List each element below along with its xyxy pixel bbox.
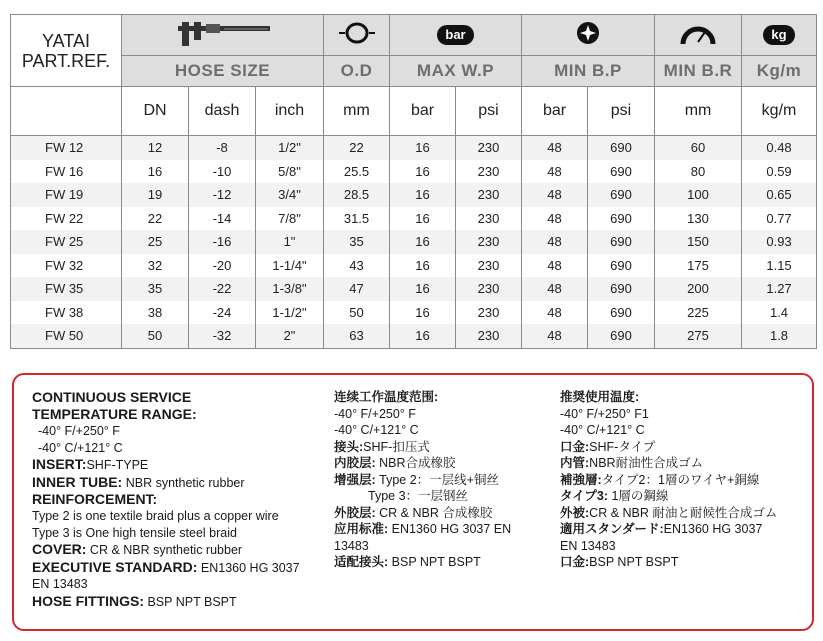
value-cell: 2" (256, 324, 324, 348)
en-temp-f: -40° F/+250° F (38, 424, 120, 438)
value-cell: -10 (189, 160, 256, 184)
hose-spec-table (10, 14, 817, 349)
zh-reinforcement: 增强层: Type 2：一层线+铜丝 (334, 472, 499, 487)
value-cell: 230 (456, 207, 522, 231)
table-row (11, 183, 817, 207)
table-row (11, 277, 817, 301)
value-cell: 48 (522, 301, 588, 325)
value-cell: 48 (522, 254, 588, 278)
value-cell: 3/4" (256, 183, 324, 207)
value-cell: 690 (588, 301, 655, 325)
value-cell: 0.77 (742, 207, 817, 231)
value-cell: 25 (122, 230, 189, 254)
value-cell: -16 (189, 230, 256, 254)
value-cell: -32 (189, 324, 256, 348)
part-ref-header (11, 15, 122, 87)
value-cell: 80 (655, 160, 742, 184)
hose-section-icon (337, 20, 377, 51)
ja-inner: 内管:NBR耐油性合成ゴム (560, 456, 704, 470)
value-cell: -14 (189, 207, 256, 231)
table-row (11, 160, 817, 184)
caliper-icon-cell (122, 15, 324, 56)
value-cell: 1/2" (256, 136, 324, 160)
unit-inch: inch (256, 87, 324, 136)
value-cell: 32 (122, 254, 189, 278)
value-cell: 16 (122, 160, 189, 184)
table-row (11, 207, 817, 231)
unit-dash: dash (189, 87, 256, 136)
value-cell: 230 (456, 136, 522, 160)
en-temp-c: -40° C/+121° C (38, 440, 123, 455)
unit-wp-bar: bar (390, 87, 456, 136)
ja-standard-2: EN 13483 (560, 538, 616, 553)
en-type3: Type 3 is One high tensile steel braid (32, 525, 237, 540)
od-header: O.D (324, 56, 390, 87)
unit-br-mm: mm (655, 87, 742, 136)
unit-dn: DN (122, 87, 189, 136)
value-cell: 22 (324, 136, 390, 160)
value-cell: 0.48 (742, 136, 817, 160)
burst-icon-cell (522, 15, 655, 56)
value-cell: 690 (588, 207, 655, 231)
value-cell: 5/8" (256, 160, 324, 184)
value-cell: 0.93 (742, 230, 817, 254)
value-cell: 230 (456, 183, 522, 207)
en-insert: INSERT:SHF-TYPE (32, 456, 149, 472)
unit-wp-psi: psi (456, 87, 522, 136)
weight-icon: kg (763, 25, 794, 45)
unit-bp-psi: psi (588, 87, 655, 136)
value-cell: 22 (122, 207, 189, 231)
part-ref-cell: FW 32 (11, 254, 122, 278)
caliper-icon (168, 18, 278, 53)
value-cell: -12 (189, 183, 256, 207)
zh-type3: Type 3：一层钢丝 (368, 489, 469, 503)
bar-gauge-icon: bar (437, 25, 473, 45)
value-cell: 1-1/4" (256, 254, 324, 278)
value-cell: 0.59 (742, 160, 817, 184)
en-standard-2: EN 13483 (32, 577, 88, 591)
part-ref-cell: FW 16 (11, 160, 122, 184)
od-icon-cell (324, 15, 390, 56)
table-row (11, 254, 817, 278)
value-cell: 1.15 (742, 254, 817, 278)
zh-standard-2: 13483 (334, 538, 369, 553)
value-cell: 28.5 (324, 183, 390, 207)
value-cell: 1.8 (742, 324, 817, 348)
value-cell: 7/8" (256, 207, 324, 231)
zh-standard: 应用标准: EN1360 HG 3037 EN (334, 522, 512, 536)
value-cell: 16 (390, 301, 456, 325)
notes-japanese (560, 389, 810, 571)
ja-reinforcement: 補強層:タイプ2：1層のワイヤ+銅線 (560, 472, 760, 487)
value-cell: 690 (588, 183, 655, 207)
value-cell: 230 (456, 301, 522, 325)
bend-icon-cell (655, 15, 742, 56)
value-cell: 200 (655, 277, 742, 301)
value-cell: 1.4 (742, 301, 817, 325)
zh-temp-title: 连续工作温度范围: (334, 390, 439, 404)
bend-radius-icon (678, 20, 718, 51)
weight-header: Kg/m (742, 56, 817, 87)
value-cell: 690 (588, 136, 655, 160)
value-cell: 60 (655, 136, 742, 160)
value-cell: 1-3/8" (256, 277, 324, 301)
value-cell: -24 (189, 301, 256, 325)
hose-size-header: HOSE SIZE (122, 56, 324, 87)
value-cell: 48 (522, 324, 588, 348)
zh-temp-f: -40° F/+250° F (334, 406, 416, 421)
value-cell: 16 (390, 230, 456, 254)
min-bp-header: MIN B.P (522, 56, 655, 87)
value-cell: 130 (655, 207, 742, 231)
zh-fittings: 适配接头: BSP NPT BSPT (334, 555, 481, 569)
part-ref-cell: FW 25 (11, 230, 122, 254)
value-cell: 230 (456, 160, 522, 184)
value-cell: 690 (588, 230, 655, 254)
value-cell: 16 (390, 136, 456, 160)
zh-inner: 内胶层: NBR合成橡胶 (334, 456, 456, 470)
value-cell: 16 (390, 324, 456, 348)
value-cell: 35 (324, 230, 390, 254)
part-ref-cell: FW 22 (11, 207, 122, 231)
value-cell: 25.5 (324, 160, 390, 184)
value-cell: 47 (324, 277, 390, 301)
part-ref-cell: FW 50 (11, 324, 122, 348)
value-cell: 275 (655, 324, 742, 348)
value-cell: 225 (655, 301, 742, 325)
ja-cover: 外被:CR & NBR 耐油と耐候性合成ゴム (560, 505, 778, 520)
value-cell: 48 (522, 207, 588, 231)
value-cell: -8 (189, 136, 256, 160)
value-cell: 0.65 (742, 183, 817, 207)
value-cell: 16 (390, 183, 456, 207)
part-ref-cell: FW 35 (11, 277, 122, 301)
value-cell: 50 (324, 301, 390, 325)
value-cell: 690 (588, 277, 655, 301)
unit-kgm: kg/m (742, 87, 817, 136)
en-fittings: HOSE FITTINGS: BSP NPT BSPT (32, 592, 237, 609)
burst-icon (575, 20, 601, 51)
value-cell: 690 (588, 160, 655, 184)
value-cell: 16 (390, 277, 456, 301)
value-cell: 43 (324, 254, 390, 278)
value-cell: 1.27 (742, 277, 817, 301)
table-row (11, 230, 817, 254)
value-cell: 63 (324, 324, 390, 348)
value-cell: 690 (588, 254, 655, 278)
value-cell: 50 (122, 324, 189, 348)
specs-notes-box (12, 373, 814, 631)
zh-insert: 接头:SHF-扣压式 (334, 439, 430, 454)
unit-bp-bar: bar (522, 87, 588, 136)
value-cell: 16 (390, 207, 456, 231)
value-cell: 48 (522, 183, 588, 207)
unit-od-mm: mm (324, 87, 390, 136)
value-cell: 35 (122, 277, 189, 301)
en-temp-title-1: CONTINUOUS SERVICE (32, 389, 192, 405)
en-standard: EXECUTIVE STANDARD: EN1360 HG 3037 (32, 558, 300, 575)
value-cell: 19 (122, 183, 189, 207)
table-row (11, 136, 817, 160)
bar-icon-cell (390, 15, 522, 56)
en-temp-title-2: TEMPERATURE RANGE: (32, 406, 197, 422)
min-br-header: MIN B.R (655, 56, 742, 87)
value-cell: 1" (256, 230, 324, 254)
value-cell: -20 (189, 254, 256, 278)
ja-type3: タイプ3: 1層の鋼線 (560, 489, 669, 503)
zh-temp-c: -40° C/+121° C (334, 423, 419, 437)
en-inner-tube: INNER TUBE: NBR synthetic rubber (32, 473, 245, 490)
notes-chinese (334, 389, 554, 571)
ja-temp-c: -40° C/+121° C (560, 423, 645, 437)
notes-english (32, 389, 332, 610)
ja-standard: 適用スタンダード:EN1360 HG 3037 (560, 522, 763, 536)
value-cell: 150 (655, 230, 742, 254)
ja-temp-title: 推奨使用温度: (560, 390, 640, 404)
en-cover: COVER: CR & NBR synthetic rubber (32, 541, 243, 557)
unit-ref-empty (11, 87, 122, 136)
value-cell: 175 (655, 254, 742, 278)
value-cell: 230 (456, 324, 522, 348)
value-cell: 48 (522, 160, 588, 184)
value-cell: 48 (522, 277, 588, 301)
ref-header-line2: PART.REF. (21, 50, 111, 71)
value-cell: 690 (588, 324, 655, 348)
part-ref-cell: FW 19 (11, 183, 122, 207)
ref-header-line1: YATAI (41, 30, 90, 51)
value-cell: 100 (655, 183, 742, 207)
value-cell: 48 (522, 230, 588, 254)
part-ref-cell: FW 12 (11, 136, 122, 160)
value-cell: 1-1/2" (256, 301, 324, 325)
ja-fittings: 口金:BSP NPT BSPT (560, 555, 679, 569)
zh-cover: 外胶层: CR & NBR 合成橡胶 (334, 505, 493, 520)
kg-icon-cell (742, 15, 817, 56)
value-cell: -22 (189, 277, 256, 301)
table-row (11, 324, 817, 348)
value-cell: 12 (122, 136, 189, 160)
value-cell: 31.5 (324, 207, 390, 231)
part-ref-cell: FW 38 (11, 301, 122, 325)
value-cell: 38 (122, 301, 189, 325)
ja-insert: 口金:SHF-タイプ (560, 439, 656, 454)
ja-temp-f: -40° F/+250° F1 (560, 406, 649, 421)
value-cell: 48 (522, 136, 588, 160)
value-cell: 230 (456, 230, 522, 254)
table-row (11, 301, 817, 325)
value-cell: 230 (456, 254, 522, 278)
en-reinforcement: REINFORCEMENT: (32, 491, 158, 507)
value-cell: 16 (390, 254, 456, 278)
en-type2: Type 2 is one textile braid plus a copper wire (32, 509, 279, 523)
value-cell: 230 (456, 277, 522, 301)
value-cell: 16 (390, 160, 456, 184)
max-wp-header: MAX W.P (390, 56, 522, 87)
